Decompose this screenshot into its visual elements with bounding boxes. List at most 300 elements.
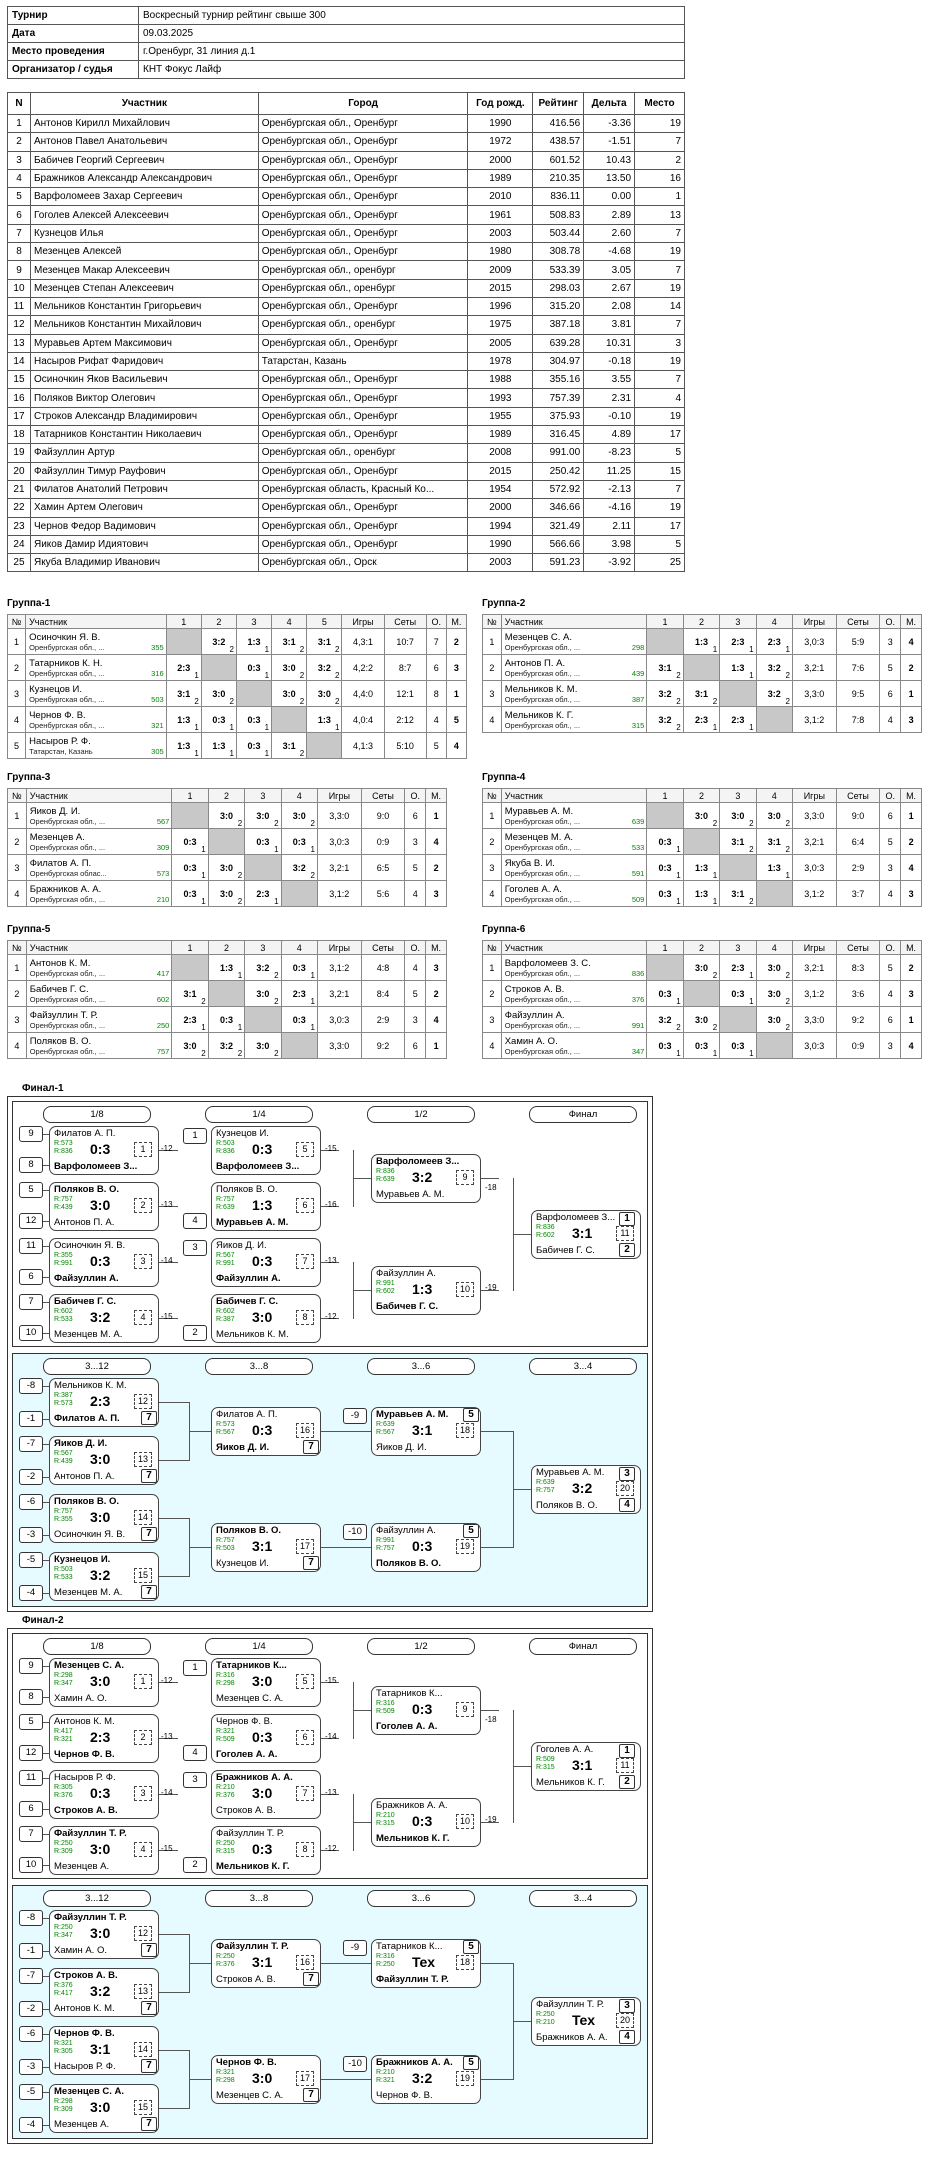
player-city: Оренбургская обл., ... <box>504 894 581 904</box>
score-points: 2 <box>785 819 790 828</box>
group-games: 3,1:2 <box>792 981 836 1007</box>
player-cell: Мезенцев Макар Алексеевич <box>30 261 258 279</box>
match-number: 20 <box>616 1481 634 1496</box>
match-player-2: Антонов К. М. <box>54 2003 115 2014</box>
score-points: 1 <box>334 723 340 732</box>
seed-box: 7 <box>19 1826 43 1842</box>
player-cell: 2 <box>635 151 685 169</box>
group-diagonal-cell <box>756 1033 792 1059</box>
group-m: 2 <box>446 629 466 655</box>
match-number: 8 <box>296 1310 314 1325</box>
loser-label: -12 <box>325 1312 337 1321</box>
match-player-1: Поляков В. О. <box>216 1525 282 1536</box>
round-header: 3...6 <box>367 1890 475 1907</box>
group-sets: 4:8 <box>361 955 405 981</box>
player-cell: 19 <box>635 115 685 133</box>
group-games: 3,0:3 <box>792 1033 836 1059</box>
group-score-cell <box>245 829 281 855</box>
group-row-no: 1 <box>8 803 27 829</box>
player-name: Файзуллин Т. Р. <box>29 1009 98 1021</box>
score-value: 1:3 <box>247 636 261 647</box>
group-row <box>483 855 922 881</box>
score-value: 0:3 <box>658 888 672 899</box>
group-diagonal-cell <box>272 707 307 733</box>
group-m: 2 <box>426 855 447 881</box>
group-table <box>7 940 447 1059</box>
player-cell: 2.89 <box>584 206 635 224</box>
player-cell: 2000 <box>468 499 533 517</box>
player-city-line <box>29 669 166 678</box>
group-header-no: № <box>483 615 502 629</box>
group-row-no: 2 <box>8 829 27 855</box>
score-value: 1:3 <box>694 862 708 873</box>
group-score-cell <box>683 681 719 707</box>
player-cell: Оренбургская обл., Оренбург <box>258 334 468 352</box>
group-header-index: 2 <box>683 615 719 629</box>
loser-label: -12 <box>161 1144 173 1153</box>
player-cell: Антонов Кирилл Михайлович <box>30 115 258 133</box>
score-points: 2 <box>299 645 305 654</box>
group-diagonal-cell <box>208 981 244 1007</box>
group-score-cell <box>172 829 208 855</box>
score-value: 3:2 <box>658 714 672 725</box>
group-header-row <box>483 615 922 629</box>
score-points: 1 <box>264 749 270 758</box>
group-header-sets: Сеты <box>836 941 880 955</box>
score-value: 2:3 <box>731 962 745 973</box>
seed-box: 12 <box>19 1213 43 1229</box>
player-city-line <box>505 721 647 730</box>
score-value: 0:3 <box>658 1040 672 1051</box>
group-sets: 5:6 <box>361 881 405 907</box>
seed-box: 8 <box>19 1689 43 1705</box>
group-o: 4 <box>426 707 446 733</box>
score-points: 1 <box>749 723 754 732</box>
match-rating-1: R:757 <box>54 1196 73 1203</box>
player-cell: 22 <box>8 499 31 517</box>
match-player-2: Файзуллин А. <box>54 1273 119 1284</box>
score-value: 2:3 <box>177 662 191 673</box>
group-score-cell <box>683 629 719 655</box>
round-header: 3...4 <box>529 1890 637 1907</box>
player-city: Оренбургская обл., ... <box>504 968 581 978</box>
group-games: 3,3:0 <box>792 1007 836 1033</box>
final-frame <box>7 1628 653 2144</box>
group-score-cell <box>172 1033 208 1059</box>
group-table <box>7 788 447 907</box>
seed-box: -6 <box>19 2026 43 2042</box>
match-player-2: Антонов П. А. <box>54 1217 115 1228</box>
group-games: 3,3:0 <box>317 803 361 829</box>
player-cell: Муравьев Артем Максимович <box>30 334 258 352</box>
group-m: 3 <box>426 955 447 981</box>
player-name: Осиночкин Я. В. <box>29 631 101 643</box>
group-row <box>8 733 467 759</box>
player-cell: 11 <box>8 297 31 315</box>
match-player-2: Варфоломеев З... <box>54 1161 138 1172</box>
score-value: 2:3 <box>292 988 306 999</box>
match-rating-1: R:210 <box>376 2069 395 2076</box>
group-score-cell <box>683 1007 719 1033</box>
group-sets: 6:4 <box>836 829 880 855</box>
loser-label: -14 <box>325 1732 337 1741</box>
score-points: 2 <box>712 971 718 980</box>
group-row <box>8 829 447 855</box>
group-m: 3 <box>901 981 922 1007</box>
player-rating: 639 <box>631 816 645 826</box>
match-player-2: Чернов Ф. В. <box>376 2090 433 2101</box>
group-row <box>483 655 922 681</box>
player-name: Кузнецов И. <box>29 683 83 695</box>
group-header-index: 1 <box>647 941 683 955</box>
info-row <box>8 25 685 43</box>
player-cell: 14 <box>8 352 31 370</box>
score-value: 3:0 <box>219 810 233 821</box>
group-m: 3 <box>901 707 922 733</box>
round-header: Финал <box>529 1638 637 1655</box>
player-city: Оренбургская обл., ... <box>29 816 106 826</box>
match-player-2: Бабичев Г. С. <box>536 1245 595 1256</box>
group-row <box>483 881 922 907</box>
player-cell: Строков Александр Владимирович <box>30 407 258 425</box>
match-rating-1: R:991 <box>376 1537 395 1544</box>
player-name: Файзуллин А. <box>504 1009 565 1021</box>
player-row <box>8 517 685 535</box>
score-value: 3:2 <box>219 1040 233 1051</box>
group-score-cell <box>208 955 244 981</box>
match-score: 3:1 <box>252 1538 273 1554</box>
group-score-cell <box>647 681 683 707</box>
player-cell: -0.10 <box>584 407 635 425</box>
player-rating: 321 <box>151 720 164 730</box>
group-row <box>483 707 922 733</box>
player-cell: 2.11 <box>584 517 635 535</box>
match-number: 11 <box>616 1226 634 1241</box>
group-sets: 3:7 <box>836 881 880 907</box>
group-header-sets: Сеты <box>361 941 405 955</box>
group-score-cell <box>236 733 271 759</box>
player-cell: 2.31 <box>584 389 635 407</box>
match-number: 10 <box>456 1814 474 1829</box>
group-player <box>26 1007 172 1033</box>
match-box <box>49 1714 159 1763</box>
seed-box: -8 <box>19 1910 43 1926</box>
player-cell: 7 <box>635 371 685 389</box>
score-points: 1 <box>264 645 270 654</box>
match-rating-1: R:250 <box>216 1840 235 1847</box>
group-diagonal-cell <box>172 955 208 981</box>
rank-box: 5 <box>463 1408 479 1422</box>
match-rating-1: R:321 <box>54 2040 73 2047</box>
players-header-cell: Рейтинг <box>533 93 584 115</box>
group-score-cell <box>683 803 719 829</box>
group-score-cell <box>647 707 683 733</box>
group-header-o: О. <box>426 615 446 629</box>
player-cell: 16 <box>8 389 31 407</box>
bracket-line <box>159 2050 189 2051</box>
seed-box: 5 <box>19 1182 43 1198</box>
group-header-no: № <box>8 615 26 629</box>
player-name: Хамин А. О. <box>504 1035 558 1047</box>
player-row <box>8 133 685 151</box>
group-score-cell <box>756 803 792 829</box>
group-sets: 2:12 <box>384 707 426 733</box>
loser-label: -19 <box>485 1283 497 1292</box>
group-score-cell <box>647 981 683 1007</box>
match-rating-2: R:315 <box>536 1764 555 1771</box>
score-points: 2 <box>749 897 754 906</box>
score-value: 3:0 <box>256 988 270 999</box>
score-points: 2 <box>676 1023 681 1032</box>
player-cell: 2000 <box>468 151 533 169</box>
match-score: 3:0 <box>252 1309 273 1325</box>
match-number: 3 <box>134 1254 152 1269</box>
group-header-games: Игры <box>317 789 361 803</box>
match-number: 12 <box>134 1394 152 1409</box>
score-value: 3:0 <box>256 1040 270 1051</box>
group-sets: 10:7 <box>384 629 426 655</box>
match-player-2: Кузнецов И. <box>216 1558 269 1569</box>
group-score-cell <box>281 829 317 855</box>
group-games: 4,1:3 <box>342 733 384 759</box>
match-rating-2: R:836 <box>216 1148 235 1155</box>
player-cell: 316.45 <box>533 426 584 444</box>
round-header: 3...6 <box>367 1358 475 1375</box>
match-number: 2 <box>134 1198 152 1213</box>
player-cell: Якуба Владимир Иванович <box>30 554 258 572</box>
score-points: 1 <box>310 845 315 854</box>
player-row <box>8 188 685 206</box>
group-title: Группа-6 <box>482 924 526 935</box>
match-score: 3:0 <box>90 1509 111 1525</box>
player-name: Строков А. В. <box>504 983 565 995</box>
player-cell: 1980 <box>468 243 533 261</box>
group-row-no: 1 <box>8 629 26 655</box>
round-header: 1/2 <box>367 1106 475 1123</box>
group-diagonal-cell <box>245 855 281 881</box>
score-points: 2 <box>785 697 790 706</box>
rank-box: 7 <box>141 1411 157 1425</box>
player-cell: 1996 <box>468 297 533 315</box>
match-player-1: Яиков Д. И. <box>54 1438 108 1449</box>
round-header: 3...12 <box>43 1358 151 1375</box>
group-games: 3,3:0 <box>792 803 836 829</box>
player-row <box>8 499 685 517</box>
player-city: Оренбургская обл., ... <box>29 894 106 904</box>
match-player-1: Осиночкин Я. В. <box>54 1240 126 1251</box>
player-cell: Оренбургская обл., Оренбург <box>258 297 468 315</box>
player-name: Мельников К. М. <box>504 683 578 695</box>
score-value: 3:0 <box>731 810 745 821</box>
score-value: 2:3 <box>731 636 745 647</box>
match-number: 14 <box>134 1510 152 1525</box>
match-rating-1: R:210 <box>216 1784 235 1791</box>
group-games: 3,3:0 <box>317 1033 361 1059</box>
player-city: Оренбургская обл., ... <box>504 816 581 826</box>
bracket-line <box>177 1738 178 1739</box>
group-score-cell <box>201 733 236 759</box>
round-header: 3...4 <box>529 1358 637 1375</box>
player-rating: 991 <box>631 1020 645 1030</box>
match-number: 10 <box>456 1282 474 1297</box>
player-cell: 23 <box>8 517 31 535</box>
match-rating-1: R:573 <box>216 1421 235 1428</box>
rank-box: 2 <box>619 1243 635 1257</box>
player-city: Оренбургская обл., ... <box>504 1046 581 1056</box>
match-score: 0:3 <box>412 1701 433 1717</box>
match-box <box>211 1770 321 1819</box>
score-points: 2 <box>237 819 243 828</box>
group-score-cell <box>236 707 271 733</box>
player-cell: 1990 <box>468 535 533 553</box>
group-score-cell <box>245 981 281 1007</box>
player-cell: 21 <box>8 480 31 498</box>
player-city-line <box>30 895 172 904</box>
match-box <box>49 1658 159 1707</box>
final-title: Финал-1 <box>22 1083 64 1094</box>
group-score-cell <box>172 855 208 881</box>
bracket-line <box>513 1766 531 1767</box>
match-rating-1: R:757 <box>54 1508 73 1515</box>
player-cell: Файзуллин Артур <box>30 444 258 462</box>
group-player <box>26 707 167 733</box>
match-player-2: Чернов Ф. В. <box>54 1749 115 1760</box>
rank-box: 3 <box>619 1999 635 2013</box>
player-cell: 5 <box>635 535 685 553</box>
score-value: 1:3 <box>694 636 708 647</box>
seed-box: -3 <box>19 1527 43 1543</box>
round-header: 3...12 <box>43 1890 151 1907</box>
match-rating-2: R:309 <box>54 1848 73 1855</box>
player-city: Оренбургская обл., ... <box>29 1020 106 1030</box>
player-cell: 19 <box>8 444 31 462</box>
group-score-cell <box>272 681 307 707</box>
player-row <box>8 169 685 187</box>
player-cell: 0.00 <box>584 188 635 206</box>
match-score: 0:3 <box>252 1422 273 1438</box>
seed-box: 1 <box>183 1660 207 1676</box>
score-points: 1 <box>712 871 718 880</box>
match-rating-1: R:210 <box>376 1812 395 1819</box>
player-rating: 439 <box>631 668 645 678</box>
match-number: 19 <box>456 2071 474 2086</box>
score-points: 1 <box>712 645 718 654</box>
group-o: 4 <box>880 881 901 907</box>
match-number: 19 <box>456 1539 474 1554</box>
group-score-cell <box>201 629 236 655</box>
loser-label: -14 <box>161 1788 173 1797</box>
group-games: 3,0:3 <box>792 855 836 881</box>
group-sets: 8:7 <box>384 655 426 681</box>
player-city: Оренбургская обл., ... <box>29 1046 106 1056</box>
group-header-index: 3 <box>245 789 281 803</box>
match-score: 3:2 <box>90 1983 111 1999</box>
match-player-2: Бражников А. А. <box>536 2032 608 2043</box>
bracket-line <box>159 1402 189 1403</box>
group-sets: 8:3 <box>836 955 880 981</box>
score-value: 1:3 <box>212 740 226 751</box>
match-player-1: Яиков Д. И. <box>216 1240 267 1251</box>
group-score-cell <box>720 803 756 829</box>
player-cell: 375.93 <box>533 407 584 425</box>
group-o: 7 <box>426 629 446 655</box>
seed-box: -1 <box>19 1943 43 1959</box>
players-header-cell: N <box>8 93 31 115</box>
player-cell: -3.92 <box>584 554 635 572</box>
match-score: 3:0 <box>90 1925 111 1941</box>
bracket-line <box>481 1431 513 1432</box>
score-value: 0:3 <box>658 862 672 873</box>
players-header-cell: Город <box>258 93 468 115</box>
group-games: 3,1:2 <box>792 707 836 733</box>
match-player-2: Бабичев Г. С. <box>376 1301 439 1312</box>
score-value: 0:3 <box>256 836 270 847</box>
player-cell: Мельников Константин Григорьевич <box>30 297 258 315</box>
group-sets: 6:5 <box>361 855 405 881</box>
group-header-index: 3 <box>720 941 756 955</box>
score-points: 1 <box>264 671 270 680</box>
player-cell: -0.18 <box>584 352 635 370</box>
rank-box: 4 <box>619 1498 635 1512</box>
final-frame <box>7 1096 653 1612</box>
group-diagonal-cell <box>201 655 236 681</box>
player-rating: 836 <box>631 968 645 978</box>
group-diagonal-cell <box>647 629 683 655</box>
match-rating-1: R:757 <box>216 1537 235 1544</box>
group-score-cell <box>172 881 208 907</box>
group-score-cell <box>281 803 317 829</box>
seed-box: -9 <box>343 1940 367 1956</box>
seed-box: 11 <box>19 1238 43 1254</box>
player-cell: 1975 <box>468 316 533 334</box>
round-header: 1/4 <box>205 1106 313 1123</box>
group-score-cell <box>683 707 719 733</box>
match-player-1: Бражников А. А. <box>376 2057 453 2068</box>
group-sets: 9:5 <box>836 681 880 707</box>
seed-box: -7 <box>19 1968 43 1984</box>
match-player-1: Варфоломеев З... <box>376 1156 460 1167</box>
group-diagonal-cell <box>683 829 719 855</box>
score-value: 3:0 <box>212 688 226 699</box>
group-header-no: № <box>483 941 502 955</box>
match-number: 6 <box>296 1730 314 1745</box>
group-row-no: 2 <box>8 981 27 1007</box>
group-row-no: 3 <box>483 681 502 707</box>
group-row-no: 2 <box>483 829 502 855</box>
match-rating-2: R:376 <box>216 1792 235 1799</box>
player-cell: 10 <box>8 279 31 297</box>
bracket-line <box>321 1963 371 1964</box>
player-row <box>8 462 685 480</box>
player-city-line <box>29 721 166 730</box>
score-points: 1 <box>785 871 790 880</box>
group-score-cell <box>272 655 307 681</box>
player-cell: Татарстан, Казань <box>258 352 468 370</box>
match-rating-1: R:567 <box>216 1252 235 1259</box>
score-value: 1:3 <box>317 714 331 725</box>
group-player <box>26 881 172 907</box>
match-rating-2: R:298 <box>216 1680 235 1687</box>
match-player-2: Поляков В. О. <box>536 1500 598 1511</box>
group-games: 3,2:1 <box>317 981 361 1007</box>
group-diagonal-cell <box>756 881 792 907</box>
score-points: 1 <box>194 723 199 732</box>
group-score-cell <box>201 707 236 733</box>
player-city-line <box>30 869 172 878</box>
match-player-2: Мельников К. М. <box>216 1329 289 1340</box>
group-score-cell <box>208 1007 244 1033</box>
group-score-cell <box>245 955 281 981</box>
